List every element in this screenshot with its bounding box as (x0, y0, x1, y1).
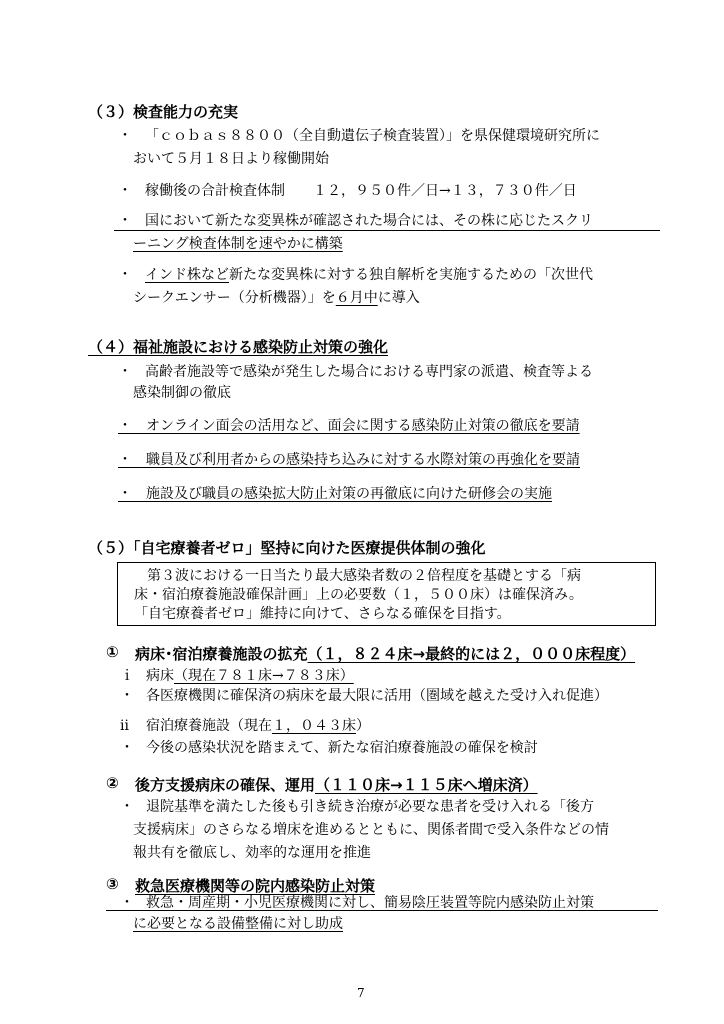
sub2-line3: 報共有を徹底し、効率的な運用を推進 (133, 845, 371, 861)
summary-box-line1: 第３波における一日当たり最大感染者数の２倍程度を基礎とする「病 (147, 568, 581, 584)
s3-bullet2-line1: 稼働後の合計検査体制 １２，９５０件／日→１３，７３０件／日 (145, 183, 577, 199)
s4-bullet1-line1: 高齢者施設等で感染が発生した場合における専門家の派遣、検査等よる (145, 364, 593, 380)
bullet-mark: ・ (120, 799, 134, 815)
sequencer-text: シークエンサー（分析機器）」を (133, 290, 336, 306)
s4-bullet2: ・ オンライン面会の活用など、面会に関する感染防止対策の徹底を要請 (118, 418, 580, 434)
summary-box-line3: 「自宅療養者ゼロ」維持に向けて、さらなる確保を目指す。 (134, 606, 511, 622)
bullet-mark: ・ (118, 364, 132, 380)
sub1-i-label (146, 666, 354, 686)
sub1-ii-bullet: 今後の感染状況を踏まえて、新たな宿泊療養施設の確保を検討 (146, 740, 538, 756)
s3-bullet4-line1 (145, 265, 593, 285)
s3-bullet1-line2: おいて５月１８日より稼働開始 (133, 151, 329, 167)
sub1-ii-mark: ⅱ (120, 718, 129, 734)
sub2-title: 後方支援病床の確保、運用 (135, 776, 316, 794)
sub2-heading (135, 774, 538, 795)
summary-box-line2: 床・宿泊療養施設確保計画」上の必要数（１，５００床）は確保済み。 (134, 587, 583, 603)
india-variant-text: インド株など (145, 267, 229, 283)
sub1-title: 病床･宿泊療養施設の拡充 (135, 645, 308, 663)
sub1-i-mark: ｉ (120, 668, 134, 684)
lodging-label: 宿泊療養施設（現在 (146, 718, 272, 734)
bullet-mark: ・ (118, 128, 132, 144)
sub2-note: （１１０床→１１５床へ増床済） (315, 776, 538, 794)
page-number: 7 (357, 986, 365, 1000)
sub2-line2: 支援病床」のさらなる増床を進めるとともに、関係者間で受入条件などの情 (133, 822, 609, 838)
s4-bullet4: ・ 施設及び職員の感染拡大防止対策の再徹底に向けた研修会の実施 (118, 486, 552, 502)
introduce-text: に導入 (377, 290, 420, 306)
s3-bullet3-line2: ーニング検査体制を速やかに構築 (133, 236, 343, 252)
bullet-mark: ・ (118, 267, 132, 283)
sub3-line1: 救急・周産期・小児医療機関に対し、簡易陰圧装置等院内感染防止対策 (146, 895, 594, 911)
section-3-heading: （３）検査能力の充実 (88, 103, 239, 121)
sub3-heading: 救急医療機関等の院内感染防止対策 (135, 877, 376, 895)
section-4-heading: （４）福祉施設における感染防止対策の強化 (88, 338, 389, 356)
beds-label: 病床 (146, 668, 174, 684)
s4-bullet1-line2: 感染制御の徹底 (133, 385, 231, 401)
bullet-mark: ・ (120, 895, 134, 911)
lodging-count: １，０４３床 (272, 718, 356, 734)
sub2-number: ② (106, 774, 119, 792)
sub2-line1: 退院基準を満たした後も引き続き治療が必要な患者を受け入れる「後方 (146, 799, 594, 815)
bullet-mark: ・ (118, 213, 132, 229)
sub1-ii-label (146, 716, 370, 736)
s3-bullet4-rest: 新たな変異株に対する独自解析を実施するための「次世代 (229, 267, 593, 283)
sub1-i-bullet: 各医療機関に確保済の病床を最大限に活用（圏域を越えた受け入れ促進） (146, 688, 608, 704)
lodging-close: ） (356, 718, 370, 734)
s3-bullet3-line1: 国において新たな変異株が確認された場合には、その株に応じたスクリ (145, 213, 593, 229)
bullet-mark: ・ (120, 688, 134, 704)
june-text: ６月中 (335, 290, 378, 306)
section-5-heading: （５）「自宅療養者ゼロ」堅持に向けた医療提供体制の強化 (88, 539, 486, 557)
beds-note: （現在７８１床→７８３床） (174, 668, 354, 684)
sub3-number: ③ (106, 875, 119, 893)
bullet-mark: ・ (120, 740, 134, 756)
s3-bullet1-line1: 「ｃｏｂａｓ８８００（全自動遺伝子検査装置）」を県保健環境研究所に (145, 128, 600, 144)
bullet-mark: ・ (118, 183, 132, 199)
s4-bullet3: ・ 職員及び利用者からの感染持ち込みに対する水際対策の再強化を要請 (118, 452, 580, 468)
sub1-heading (135, 643, 635, 664)
sub1-number: ① (106, 643, 119, 661)
s3-bullet4-line2 (133, 288, 420, 308)
sub3-line2: に必要となる設備整備に対し助成 (133, 916, 343, 932)
sub1-note: （１，８２４床→最終的には２，０００床程度） (307, 645, 636, 663)
